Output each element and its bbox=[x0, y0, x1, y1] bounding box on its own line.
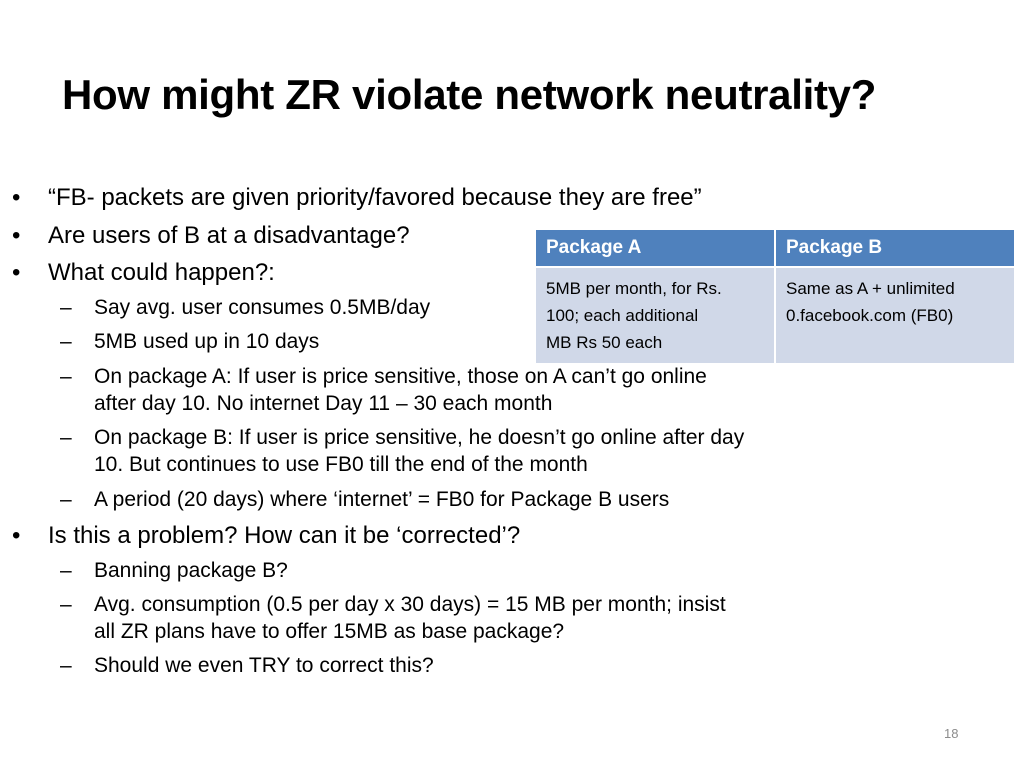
cell-package-b-details: Same as A + unlimited 0.facebook.com (FB0) bbox=[776, 268, 1014, 363]
sub-avg-consumption-15mb-line1: Avg. consumption (0.5 per day x 30 days) = 15 MB per month; insist bbox=[94, 593, 726, 616]
dash-marker: – bbox=[60, 488, 72, 511]
dash-marker: – bbox=[60, 365, 72, 388]
header-package-a: Package A bbox=[536, 230, 774, 266]
dash-marker: – bbox=[60, 559, 72, 582]
header-package-b: Package B bbox=[776, 230, 1014, 266]
sub-package-b-line1: On package B: If user is price sensitive, he doesn’t go online after day bbox=[94, 426, 745, 449]
package-comparison-table bbox=[534, 228, 1016, 365]
sub-avg-consumption-15mb-line2: all ZR plans have to offer 15MB as base package? bbox=[94, 620, 565, 643]
sub-period-20-days: A period (20 days) where ‘internet’ = FB0 for Package B users bbox=[94, 488, 670, 511]
bullet-what-could-happen: What could happen?: bbox=[48, 259, 275, 286]
dash-marker: – bbox=[60, 654, 72, 677]
dash-marker: – bbox=[60, 593, 72, 616]
table-row bbox=[536, 268, 1014, 363]
sub-banning-package-b: Banning package B? bbox=[94, 559, 288, 582]
sub-avg-consumption: Say avg. user consumes 0.5MB/day bbox=[94, 296, 431, 319]
sub-should-we-correct: Should we even TRY to correct this? bbox=[94, 654, 434, 677]
dash-marker: – bbox=[60, 296, 72, 319]
sub-package-a-line1: On package A: If user is price sensitive, those on A can’t go online bbox=[94, 365, 707, 388]
bullet-marker: • bbox=[12, 222, 21, 249]
bullet-marker: • bbox=[12, 184, 21, 211]
slide-title: How might ZR violate network neutrality? bbox=[62, 71, 877, 118]
bullet-is-this-a-problem: Is this a problem? How can it be ‘corrected’? bbox=[48, 522, 521, 549]
sub-5mb-used: 5MB used up in 10 days bbox=[94, 330, 320, 353]
bullet-users-disadvantage: Are users of B at a disadvantage? bbox=[48, 222, 410, 249]
table-header-row bbox=[536, 230, 1014, 266]
sub-package-b-line2: 10. But continues to use FB0 till the end of the month bbox=[94, 453, 588, 476]
bullet-fb-packets: “FB- packets are given priority/favored because they are free” bbox=[48, 184, 702, 211]
bullet-marker: • bbox=[12, 522, 21, 549]
page-number: 18 bbox=[944, 726, 959, 741]
sub-package-a-line2: after day 10. No internet Day 11 – 30 each month bbox=[94, 392, 553, 415]
dash-marker: – bbox=[60, 426, 72, 449]
dash-marker: – bbox=[60, 330, 72, 353]
bullet-marker: • bbox=[12, 259, 21, 286]
cell-package-a-details: 5MB per month, for Rs. 100; each additional MB Rs 50 each bbox=[536, 268, 774, 363]
